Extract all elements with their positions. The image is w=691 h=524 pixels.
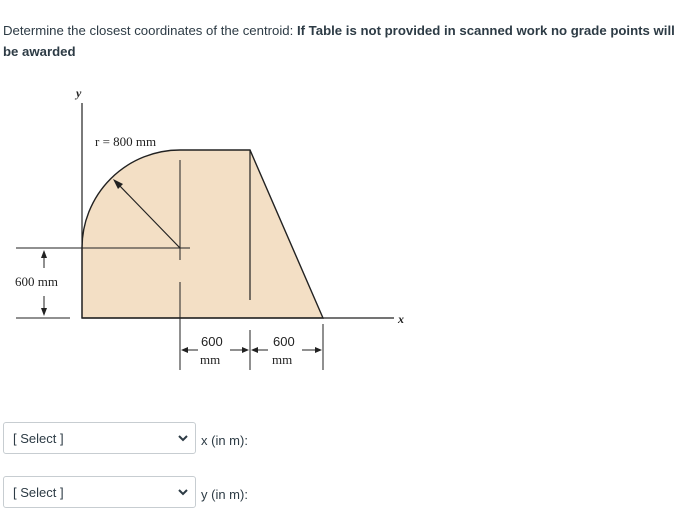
radius-label: r = 800 mm bbox=[95, 134, 157, 149]
centroid-figure bbox=[0, 80, 430, 380]
question-text bbox=[3, 20, 687, 62]
y-select-value: [ Select ] bbox=[13, 485, 64, 500]
dim1-arrowhead-left bbox=[181, 347, 188, 353]
height-dim-label: 600 mm bbox=[15, 274, 58, 289]
height-dim-arrowhead-down bbox=[41, 308, 47, 316]
dim2-value: 600 bbox=[273, 334, 295, 349]
y-answer-select[interactable] bbox=[3, 476, 196, 508]
x-axis-label: x bbox=[398, 312, 404, 326]
figure-svg bbox=[0, 80, 430, 380]
dim1-unit: mm bbox=[200, 352, 221, 367]
x-select-value: [ Select ] bbox=[13, 431, 64, 446]
y-answer-label: y (in m): bbox=[201, 486, 248, 502]
x-answer-select[interactable] bbox=[3, 422, 196, 454]
answer-row-x bbox=[3, 421, 248, 455]
dim2-unit: mm bbox=[272, 352, 293, 367]
height-dim-arrowhead-up bbox=[41, 250, 47, 258]
question-bold-note: If Table is not provided in scanned work no grade points will be awarded bbox=[3, 23, 675, 59]
question-intro: Determine the closest coordinates of the centroid: bbox=[3, 23, 297, 38]
composite-area-shape bbox=[82, 150, 323, 318]
chevron-down-icon bbox=[177, 486, 189, 498]
dim2-arrowhead-left bbox=[251, 347, 258, 353]
x-answer-label: x (in m): bbox=[201, 432, 248, 448]
chevron-down-icon bbox=[177, 432, 189, 444]
y-axis-label: y bbox=[76, 86, 82, 100]
answer-row-y bbox=[3, 475, 248, 509]
dim1-arrowhead-right bbox=[242, 347, 249, 353]
dim2-arrowhead-right bbox=[315, 347, 322, 353]
dim1-value: 600 bbox=[201, 334, 223, 349]
